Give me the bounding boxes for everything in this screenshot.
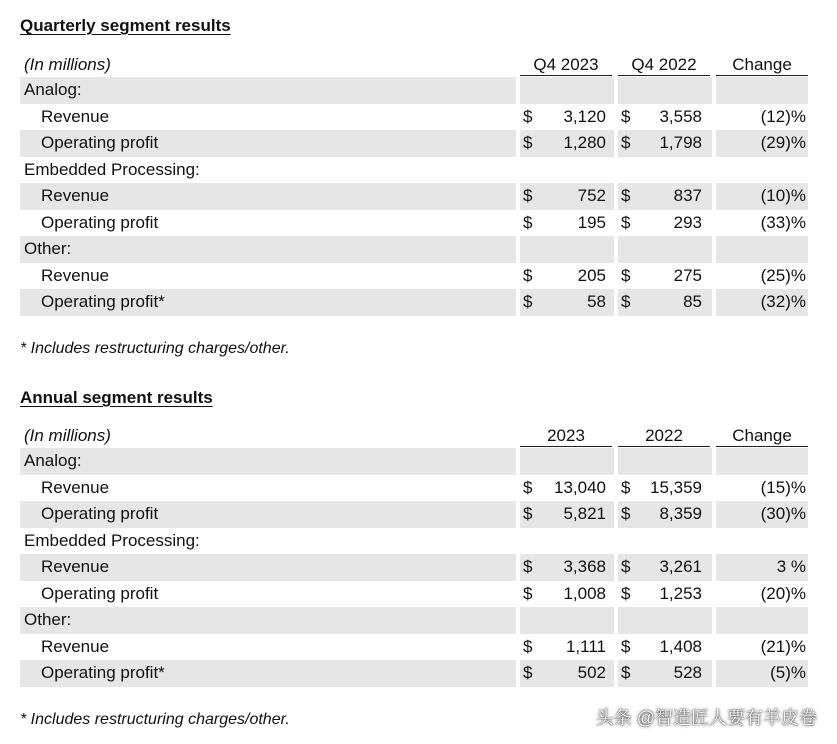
prior-value: 3,261: [659, 557, 702, 576]
change-value: (30)%: [760, 504, 806, 523]
currency-symbol: $: [523, 477, 533, 497]
annual-col-prior: 2022: [618, 426, 710, 447]
table-row: [20, 634, 808, 661]
table-row: [20, 554, 808, 581]
row-label: Revenue: [41, 186, 110, 205]
row-label: Operating profit: [41, 504, 159, 523]
table-row: [20, 501, 808, 528]
prior-value: 293: [673, 212, 702, 232]
table-row: [20, 236, 808, 263]
current-value: 13,040: [554, 477, 606, 497]
currency-symbol: $: [621, 583, 631, 603]
quarterly-header: [20, 53, 808, 77]
currency-symbol: $: [621, 663, 631, 682]
table-row: [20, 130, 808, 157]
change-value: (29)%: [760, 133, 806, 152]
row-label: Revenue: [41, 636, 110, 656]
currency-symbol: $: [523, 212, 533, 232]
currency-symbol: $: [523, 583, 533, 603]
change-value: (10)%: [760, 186, 806, 205]
table-row: [20, 77, 808, 104]
prior-value: 15,359: [650, 477, 702, 497]
annual-table: [20, 424, 808, 687]
current-value: 752: [577, 186, 606, 205]
prior-value: 275: [673, 265, 702, 285]
row-label: Embedded Processing:: [24, 530, 200, 550]
annual-title: Annual segment results: [20, 388, 213, 407]
table-row: [20, 157, 808, 184]
row-label: Other:: [24, 610, 72, 629]
change-value: (33)%: [760, 212, 806, 232]
currency-symbol: $: [621, 504, 631, 523]
currency-symbol: $: [621, 292, 631, 311]
change-value: (15)%: [760, 477, 806, 497]
current-value: 205: [577, 265, 606, 285]
row-label: Other:: [24, 239, 72, 258]
current-value: 1,008: [563, 583, 606, 603]
quarterly-col-change: Change: [716, 55, 808, 76]
table-row: [20, 104, 808, 131]
prior-value: 528: [673, 663, 702, 682]
current-value: 58: [587, 292, 606, 311]
annual-header: [20, 424, 808, 448]
currency-symbol: $: [621, 557, 631, 576]
currency-symbol: $: [523, 557, 533, 576]
row-label: Revenue: [41, 265, 110, 285]
current-value: 195: [577, 212, 606, 232]
row-label: Revenue: [41, 557, 110, 576]
table-row: [20, 183, 808, 210]
current-value: 3,120: [563, 106, 606, 126]
prior-value: 3,558: [659, 106, 702, 126]
quarterly-rows: [20, 77, 808, 316]
currency-symbol: $: [523, 106, 533, 126]
current-value: 1,280: [563, 133, 606, 152]
currency-symbol: $: [523, 663, 533, 682]
annual-footnote: * Includes restructuring charges/other.: [20, 711, 290, 728]
row-label: Analog:: [24, 80, 82, 99]
prior-value: 837: [673, 186, 702, 205]
quarterly-col-prior: Q4 2022: [618, 55, 710, 76]
table-row: [20, 448, 808, 475]
quarterly-col-current: Q4 2023: [520, 55, 612, 76]
prior-value: 8,359: [659, 504, 702, 523]
currency-symbol: $: [523, 265, 533, 285]
quarterly-footnote: * Includes restructuring charges/other.: [20, 340, 290, 357]
change-value: (21)%: [760, 636, 806, 656]
table-row: [20, 289, 808, 316]
row-label: Operating profit: [41, 133, 159, 152]
change-value: (5)%: [770, 663, 806, 682]
prior-value: 85: [683, 292, 702, 311]
currency-symbol: $: [523, 186, 533, 205]
quarterly-table: [20, 53, 808, 316]
currency-symbol: $: [621, 106, 631, 126]
row-label: Revenue: [41, 477, 110, 497]
annual-rows: [20, 448, 808, 687]
change-value: (20)%: [760, 583, 806, 603]
row-label: Operating profit: [41, 583, 159, 603]
currency-symbol: $: [621, 477, 631, 497]
table-row: [20, 660, 808, 687]
watermark: 头条 @智造匠人要有羊皮卷: [595, 708, 817, 728]
table-row: [20, 528, 808, 555]
quarterly-units: (In millions): [24, 55, 111, 74]
change-value: (25)%: [760, 265, 806, 285]
current-value: 1,111: [565, 636, 606, 656]
currency-symbol: $: [621, 212, 631, 232]
table-row: [20, 475, 808, 502]
row-label: Operating profit*: [41, 663, 165, 682]
table-row: [20, 581, 808, 608]
annual-col-change: Change: [716, 426, 808, 447]
change-value: 3 %: [776, 557, 806, 576]
prior-value: 1,798: [659, 133, 702, 152]
current-value: 3,368: [563, 557, 606, 576]
current-value: 502: [577, 663, 606, 682]
change-value: (12)%: [760, 106, 806, 126]
table-row: [20, 210, 808, 237]
row-label: Operating profit*: [41, 292, 165, 311]
quarterly-title: Quarterly segment results: [20, 16, 231, 35]
currency-symbol: $: [621, 133, 631, 152]
prior-value: 1,408: [659, 636, 702, 656]
currency-symbol: $: [523, 504, 533, 523]
row-label: Analog:: [24, 451, 82, 470]
change-value: (32)%: [760, 292, 806, 311]
currency-symbol: $: [523, 292, 533, 311]
currency-symbol: $: [621, 186, 631, 205]
annual-col-current: 2023: [520, 426, 612, 447]
prior-value: 1,253: [659, 583, 702, 603]
currency-symbol: $: [523, 636, 533, 656]
annual-units: (In millions): [24, 426, 111, 445]
row-label: Revenue: [41, 106, 110, 126]
table-row: [20, 263, 808, 290]
current-value: 5,821: [563, 504, 606, 523]
row-label: Operating profit: [41, 212, 159, 232]
row-label: Embedded Processing:: [24, 159, 200, 179]
table-row: [20, 607, 808, 634]
currency-symbol: $: [621, 265, 631, 285]
currency-symbol: $: [523, 133, 533, 152]
currency-symbol: $: [621, 636, 631, 656]
